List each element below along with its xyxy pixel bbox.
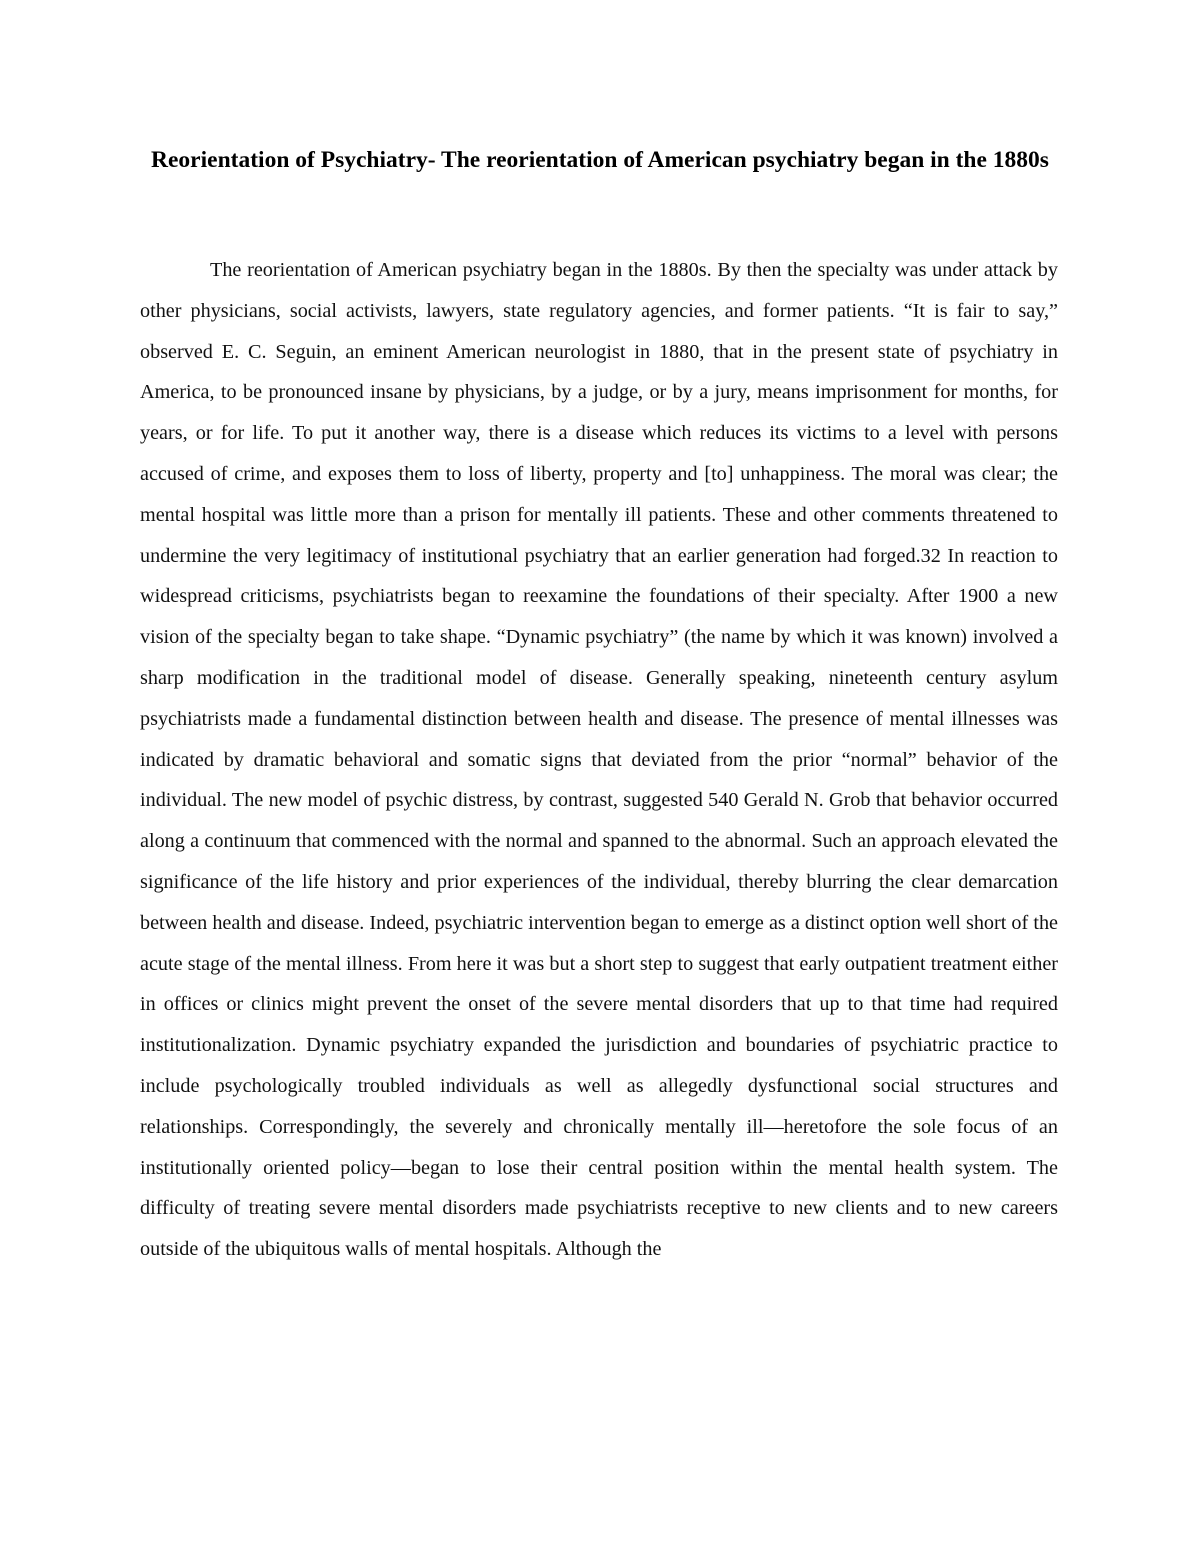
document-title: Reorientation of Psychiatry- The reorientation of American psychiatry began in the 1880s	[151, 147, 1049, 173]
body-paragraph: The reorientation of American psychiatry began in the 1880s. By then the specialty was under attack by other physicians, social activists, lawyers, state regulatory agencies, and former patients. “It is fair to say,” observed E. C. Seguin, an eminent American neurologist in 1880, that in the present state of psychiatry in America, to be pronounced insane by physicians, by a judge, or by a jury, means imprisonment for months, for years, or for life. To put it another way, there is a disease which reduces its victims to a level with persons accused of crime, and exposes them to loss of liberty, property and [to] unhappiness. The moral was clear; the mental hospital was little more than a prison for mentally ill patients. These and other comments threatened to undermine the very legitimacy of institutional psychiatry that an earlier generation had forged.32 In reaction to widespread criticisms, psychiatrists began to reexamine the foundations of their specialty. After 1900 a new vision of the specialty began to take shape. “Dynamic psychiatry” (the name by which it was known) involved a sharp modification in the traditional model of disease. Generally speaking, nineteenth century asylum psychiatrists made a fundamental distinction between health and disease. The presence of mental illnesses was indicated by dramatic behavioral and somatic signs that deviated from the prior “normal” behavior of the individual. The new model of psychic distress, by contrast, suggested 540 Gerald N. Grob that behavior occurred along a continuum that commenced with the normal and spanned to the abnormal. Such an approach elevated the significance of the life history and prior experiences of the individual, thereby blurring the clear demarcation between health and disease. Indeed, psychiatric intervention began to emerge as a distinct option well short of the acute stage of the mental illness. From here it was but a short step to suggest that early outpatient treatment either in offices or clinics might prevent the onset of the severe mental disorders that up to that time had required institutionalization. Dynamic psychiatry expanded the jurisdiction and boundaries of psychiatric practice to include psychologically troubled individuals as well as allegedly dysfunctional social structures and relationships. Correspondingly, the severely and chronically mentally ill—heretofore the sole focus of an institutionally oriented policy—began to lose their central position within the mental health system. The difficulty of treating severe mental disorders made psychiatrists receptive to new clients and to new careers outside of the ubiquitous walls of mental hospitals. Although the	[140, 259, 1058, 1261]
